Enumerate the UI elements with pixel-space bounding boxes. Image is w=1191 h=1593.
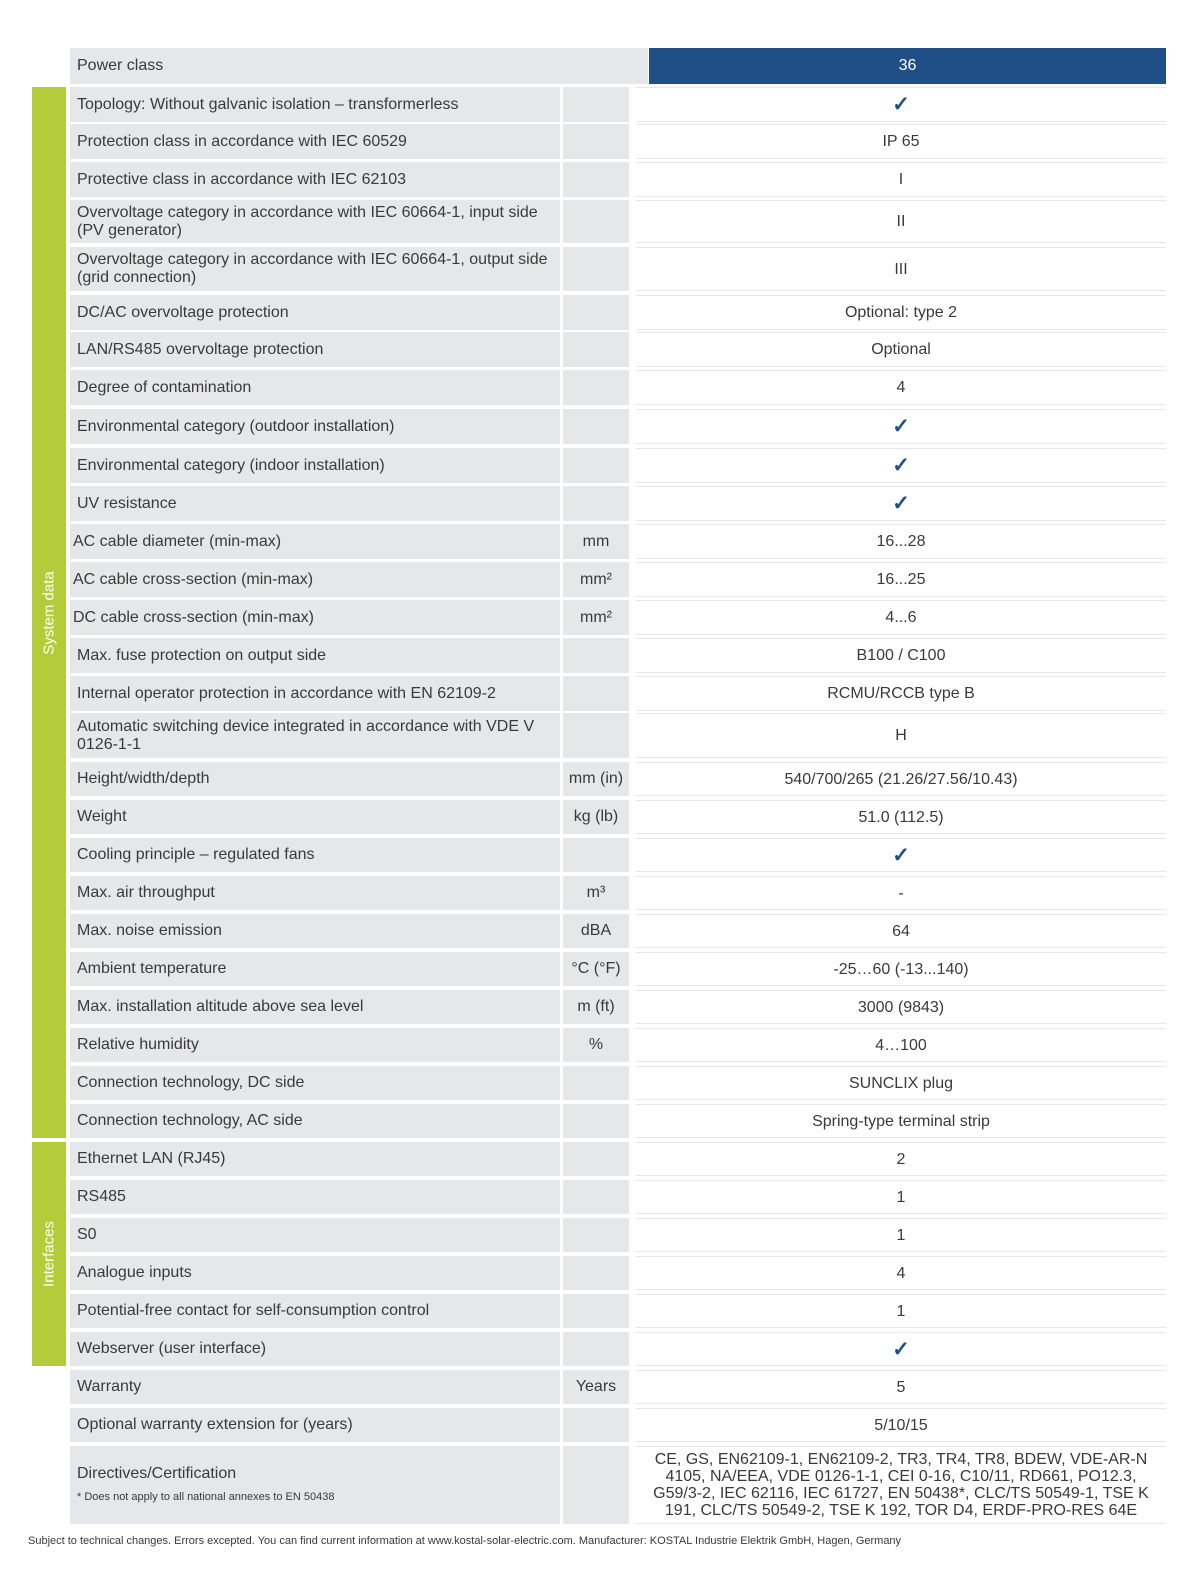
row-unit: °C (°F)	[563, 952, 629, 986]
row-value: Optional	[636, 332, 1166, 367]
table-row	[70, 1370, 1166, 1404]
directives-footnote: * Does not apply to all national annexes to EN 50438	[77, 1490, 335, 1503]
row-unit	[563, 332, 629, 367]
table-row	[70, 1180, 1166, 1214]
table-row	[70, 1142, 1166, 1176]
row-value: 3000 (9843)	[636, 990, 1166, 1024]
row-unit: kg (lb)	[563, 800, 629, 834]
row-value: SUNCLIX plug	[636, 1066, 1166, 1100]
row-value: 51.0 (112.5)	[636, 800, 1166, 834]
row-label: Internal operator protection in accordance with EN 62109-2	[70, 676, 560, 711]
row-label: S0	[70, 1218, 560, 1252]
table-row	[70, 524, 1166, 559]
row-value: 4...6	[636, 600, 1166, 635]
table-row	[70, 762, 1166, 796]
table-row	[70, 990, 1166, 1024]
row-unit	[563, 638, 629, 673]
row-unit	[563, 370, 629, 405]
row-label: Max. installation altitude above sea level	[70, 990, 560, 1024]
checkmark-icon: ✓	[892, 1337, 910, 1361]
row-value: 4	[636, 370, 1166, 405]
row-unit	[563, 295, 629, 330]
row-value: 540/700/265 (21.26/27.56/10.43)	[636, 762, 1166, 796]
row-label: DC/AC overvoltage protection	[70, 295, 560, 330]
row-unit	[563, 676, 629, 711]
row-label: AC cable diameter (min-max)	[70, 524, 560, 559]
row-label	[70, 1446, 560, 1524]
row-unit	[563, 486, 629, 521]
table-row	[70, 800, 1166, 834]
table-row	[70, 713, 1166, 758]
row-unit: mm²	[563, 600, 629, 635]
row-value	[636, 486, 1166, 521]
row-value: CE, GS, EN62109-1, EN62109-2, TR3, TR4, TR8, BDEW, VDE-AR-N 4105, NA/EEA, VDE 0126-1-1, CEI 0-16, C10/11, RD661, PO12.3, G59/3-2, IEC 62116, IEC 61727, EN 50438*, CLC/TS 50549-1, TSE K 191, CLC/TS 50549-2, TSE K 192, TOR D4, ERDF-PRO-RES 64E	[636, 1446, 1166, 1524]
row-unit: mm²	[563, 562, 629, 597]
row-label: Protection class in accordance with IEC 60529	[70, 124, 560, 159]
row-value: I	[636, 162, 1166, 197]
row-unit	[563, 1218, 629, 1252]
row-label: LAN/RS485 overvoltage protection	[70, 332, 560, 367]
row-value: 5	[636, 1370, 1166, 1404]
table-row	[70, 486, 1166, 521]
row-value: 1	[636, 1218, 1166, 1252]
row-label: Max. fuse protection on output side	[70, 638, 560, 673]
table-row	[70, 332, 1166, 367]
row-label: Degree of contamination	[70, 370, 560, 405]
directives-label: Directives/Certification	[77, 1464, 237, 1482]
row-unit: %	[563, 1028, 629, 1062]
row-label: Optional warranty extension for (years)	[70, 1408, 560, 1442]
row-unit	[563, 409, 629, 444]
row-unit: m³	[563, 876, 629, 910]
row-label: Ambient temperature	[70, 952, 560, 986]
table-row	[70, 1256, 1166, 1290]
table-row	[70, 1408, 1166, 1442]
row-value: III	[636, 247, 1166, 291]
row-label: Environmental category (outdoor installation)	[70, 409, 560, 444]
row-unit	[563, 162, 629, 197]
group-bar-system-data	[32, 87, 66, 1138]
row-unit	[563, 87, 629, 122]
row-value	[636, 838, 1166, 872]
group-label-interfaces: Interfaces	[40, 1221, 58, 1287]
group-bar-interfaces	[32, 1142, 66, 1366]
row-label: UV resistance	[70, 486, 560, 521]
table-row	[70, 1294, 1166, 1328]
row-value	[636, 87, 1166, 122]
row-unit	[563, 247, 629, 291]
row-value: 4	[636, 1256, 1166, 1290]
row-value: Optional: type 2	[636, 295, 1166, 330]
table-row	[70, 952, 1166, 986]
row-label: Webserver (user interface)	[70, 1332, 560, 1366]
row-label: AC cable cross-section (min-max)	[70, 562, 560, 597]
row-label: Potential-free contact for self-consumption control	[70, 1294, 560, 1328]
row-value: 5/10/15	[636, 1408, 1166, 1442]
row-unit	[563, 1104, 629, 1138]
checkmark-icon: ✓	[892, 93, 910, 116]
row-unit	[563, 1180, 629, 1214]
row-value: Spring-type terminal strip	[636, 1104, 1166, 1138]
row-label: Connection technology, AC side	[70, 1104, 560, 1138]
row-label: Weight	[70, 800, 560, 834]
row-value: 1	[636, 1294, 1166, 1328]
row-unit	[563, 838, 629, 872]
row-unit	[563, 1332, 629, 1366]
row-unit	[563, 1408, 629, 1442]
checkmark-icon: ✓	[892, 492, 910, 515]
row-unit	[563, 1256, 629, 1290]
row-label: Max. air throughput	[70, 876, 560, 910]
row-label: Height/width/depth	[70, 762, 560, 796]
row-value: II	[636, 200, 1166, 243]
row-label: Environmental category (indoor installation)	[70, 448, 560, 483]
row-unit	[563, 1066, 629, 1100]
row-label: Cooling principle – regulated fans	[70, 838, 560, 872]
row-unit	[563, 200, 629, 243]
table-row	[70, 914, 1166, 948]
table-row	[70, 1104, 1166, 1138]
checkmark-icon: ✓	[892, 843, 910, 867]
table-row	[70, 1218, 1166, 1252]
row-unit	[563, 1294, 629, 1328]
row-label: Topology: Without galvanic isolation – transformerless	[70, 87, 560, 122]
table-row	[70, 448, 1166, 483]
row-value: -	[636, 876, 1166, 910]
row-label: Relative humidity	[70, 1028, 560, 1062]
table-row	[70, 1446, 1166, 1524]
row-value: H	[636, 713, 1166, 758]
group-label-system-data: System data	[40, 570, 58, 655]
table-row	[70, 600, 1166, 635]
table-row	[70, 1332, 1166, 1366]
row-label: Ethernet LAN (RJ45)	[70, 1142, 560, 1176]
row-label: Overvoltage category in accordance with IEC 60664-1, input side (PV generator)	[70, 200, 560, 243]
power-class-label: Power class	[70, 48, 648, 84]
row-unit: Years	[563, 1370, 629, 1404]
row-value	[636, 1332, 1166, 1366]
table-row	[70, 1066, 1166, 1100]
row-unit	[563, 1142, 629, 1176]
row-unit	[563, 124, 629, 159]
row-value: B100 / C100	[636, 638, 1166, 673]
row-value: -25…60 (-13...140)	[636, 952, 1166, 986]
row-label: Warranty	[70, 1370, 560, 1404]
checkmark-icon: ✓	[892, 415, 910, 438]
row-value: 16...28	[636, 524, 1166, 559]
row-value: 16...25	[636, 562, 1166, 597]
row-value: 2	[636, 1142, 1166, 1176]
row-label: Analogue inputs	[70, 1256, 560, 1290]
table-row	[70, 200, 1166, 243]
row-unit: mm (in)	[563, 762, 629, 796]
table-row	[70, 838, 1166, 872]
row-label: Overvoltage category in accordance with IEC 60664-1, output side (grid connection)	[70, 247, 560, 291]
row-unit	[563, 448, 629, 483]
row-value: 1	[636, 1180, 1166, 1214]
row-label: Automatic switching device integrated in accordance with VDE V 0126-1-1	[70, 713, 560, 758]
row-unit: mm	[563, 524, 629, 559]
table-row	[70, 409, 1166, 444]
table-row	[70, 562, 1166, 597]
table-row	[70, 370, 1166, 405]
power-class-value: 36	[649, 48, 1166, 84]
row-label: Max. noise emission	[70, 914, 560, 948]
row-label: DC cable cross-section (min-max)	[70, 600, 560, 635]
row-value: RCMU/RCCB type B	[636, 676, 1166, 711]
footer-disclaimer: Subject to technical changes. Errors excepted. You can find current information at www.kostal-solar-electric.com. Manufacturer: KOSTAL Industrie Elektrik GmbH, Hagen, Germany	[28, 1535, 902, 1547]
row-unit	[563, 713, 629, 758]
table-row	[70, 87, 1166, 122]
row-value: 4…100	[636, 1028, 1166, 1062]
power-class-header	[70, 48, 1166, 84]
table-row	[70, 162, 1166, 197]
row-unit: dBA	[563, 914, 629, 948]
row-value: 64	[636, 914, 1166, 948]
row-unit: m (ft)	[563, 990, 629, 1024]
row-label: RS485	[70, 1180, 560, 1214]
table-row	[70, 247, 1166, 291]
row-value	[636, 409, 1166, 444]
table-row	[70, 638, 1166, 673]
table-row	[70, 295, 1166, 330]
table-row	[70, 876, 1166, 910]
row-label: Connection technology, DC side	[70, 1066, 560, 1100]
row-value: IP 65	[636, 124, 1166, 159]
table-row	[70, 1028, 1166, 1062]
row-unit	[563, 1446, 629, 1524]
row-value	[636, 448, 1166, 483]
row-label: Protective class in accordance with IEC 62103	[70, 162, 560, 197]
table-row	[70, 676, 1166, 711]
table-row	[70, 124, 1166, 159]
checkmark-icon: ✓	[892, 454, 910, 477]
